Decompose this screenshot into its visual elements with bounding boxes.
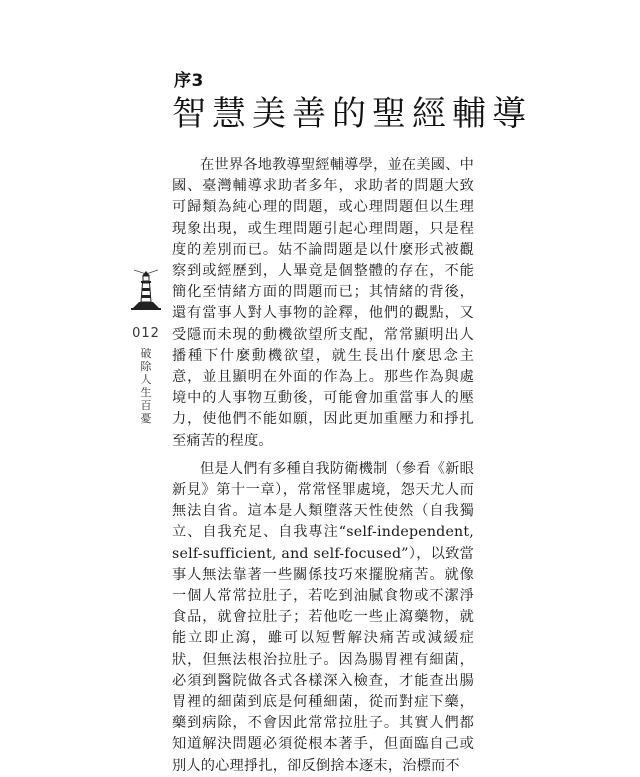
paragraph-2: 但是人們有多種自我防衛機制（參看《新眼新見》第十一章），常常怪罪處境，怨天尤人而無法自省。這本是人類墮落天性使然（自我獨立、自我充足、自我專注“self-independent, self-sufficient, and self-focused”），以致當事人無法靠著一些關係技巧來擺脫痛苦。就像一個人常常拉肚子，若吃到油膩食物或不潔淨食品，就會拉肚子；若他吃一些止瀉藥物，就能立即止瀉，雖可以短暫解決痛苦或減緩症狀，但無法根治拉肚子。因為腸胃裡有細菌，必須到醫院做各式各樣深入檢查，才能查出腸胃裡的細菌到底是何種細菌，從而對症下藥，藥到病除，不會因此常常拉肚子。其實人們都知道解決問題必須從根本著手，但面臨自己或別人的心理掙扎，卻反倒捨本逐末，治標而不 <box>172 460 474 774</box>
page-sidebar <box>126 268 166 425</box>
page-title: 智慧美善的聖經輔導 <box>172 94 532 134</box>
paragraph-1: 在世界各地教導聖經輔導學，並在美國、中國、臺灣輔導求助者多年，求助者的問題大致可歸類為純心理的問題，或心理問題但以生理現象出現，或生理問題引起心理問題，只是程度的差別而已。姑不論問題是以什麼形式被觀察到或經歷到，人畢竟是個整體的存在，不能簡化至情緒方面的問題而已；其情緒的背後，還有當事人對人事物的詮釋，他們的觀點，又受隱而未現的動機欲望所支配，常常顯明出人播種下什麼動機欲望，就生長出什麼思念主意，並且顯明在外面的作為上。那些作為與處境中的人事物互動後，可能會加重當事人的壓力，使他們不能如願，因此更加重壓力和掙扎至痛苦的程度。 <box>172 157 474 449</box>
running-book-title: 破除人生百憂 <box>140 347 152 425</box>
page-number: 012 <box>132 326 160 341</box>
lighthouse-icon <box>131 268 161 312</box>
body-text <box>172 155 474 777</box>
preface-label: 序3 <box>174 71 204 91</box>
